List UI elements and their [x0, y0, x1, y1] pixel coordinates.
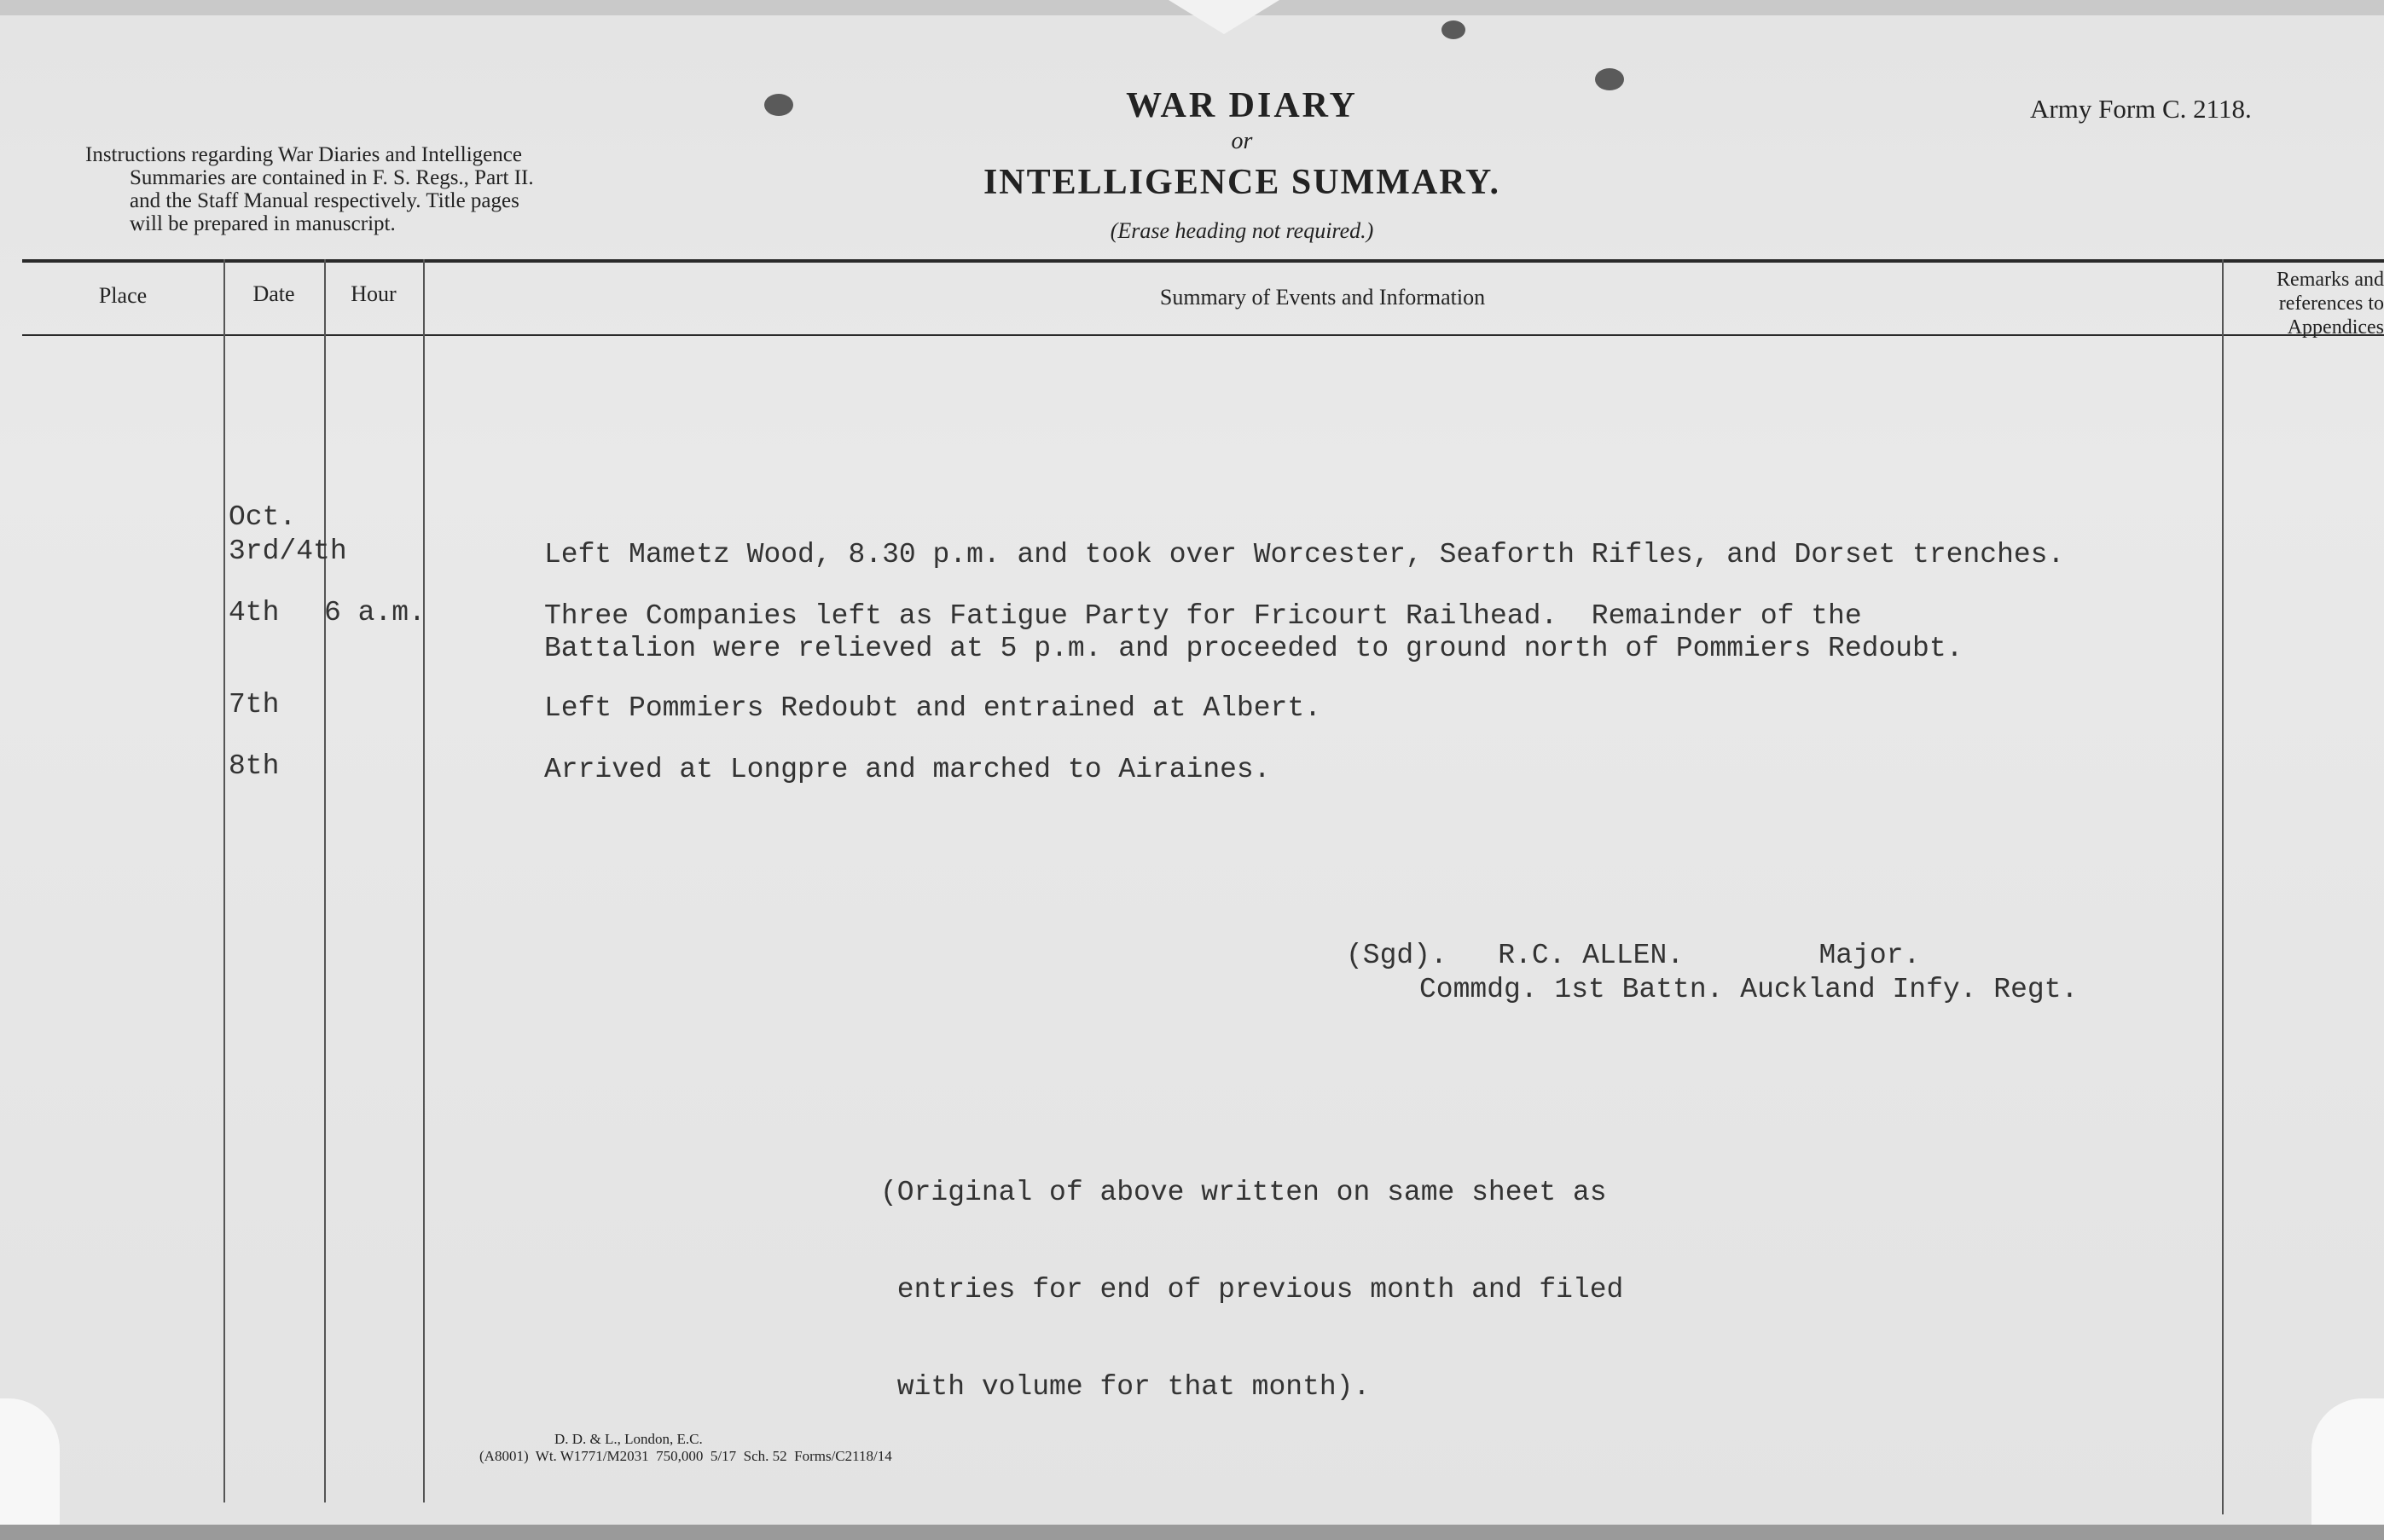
- column-header-remarks: [2228, 268, 2384, 339]
- signature-appointment: Commdg. 1st Battn. Auckland Infy. Regt.: [1419, 974, 2079, 1005]
- instructions-block: [85, 143, 534, 235]
- column-header-place: Place: [98, 283, 148, 308]
- erase-note: (Erase heading not required.): [1110, 218, 1374, 243]
- entry-date: 4th: [229, 597, 280, 628]
- entry-hour: 6 a.m.: [324, 597, 426, 628]
- remarks-header-line: Remarks and: [2277, 269, 2384, 291]
- column-header-summary: Summary of Events and Information: [1159, 285, 1486, 310]
- punch-hole: [1441, 20, 1465, 39]
- column-divider: [324, 259, 326, 1502]
- title-or: or: [1231, 128, 1253, 154]
- column-header-date: Date: [252, 281, 295, 306]
- binder-bottom-edge: [0, 1525, 2384, 1540]
- instructions-line: Summaries are contained in F. S. Regs., Part II.: [130, 166, 534, 189]
- printer-imprint-1: D. D. & L., London, E.C.: [554, 1431, 703, 1447]
- note-line: with volume for that month).: [880, 1371, 1371, 1403]
- entry-summary-line: Three Companies left as Fatigue Party for Fricourt Railhead. Remainder of the: [544, 600, 1862, 632]
- entry-date: 3rd/4th: [229, 536, 347, 567]
- diary-sheet: [0, 15, 2384, 1525]
- remarks-header-line: Appendices: [2287, 316, 2384, 339]
- column-header-hour: Hour: [351, 281, 397, 306]
- note-line: entries for end of previous month and filed: [880, 1274, 1624, 1306]
- entry-summary-line: Battalion were relieved at 5 p.m. and proceeded to ground north of Pommiers Redoubt.: [544, 633, 1963, 664]
- entry-date: 8th: [229, 750, 280, 782]
- instructions-line: Instructions regarding War Diaries and Intelligence: [85, 143, 522, 166]
- header-top-rule: [22, 259, 2384, 263]
- punch-hole: [1595, 68, 1624, 90]
- column-divider: [223, 259, 225, 1502]
- column-divider: [423, 259, 425, 1502]
- printer-imprint-2: (A8001) Wt. W1771/M2031 750,000 5/17 Sch. 52 Forms/C2118/14: [479, 1448, 892, 1464]
- army-form-number: Army Form C. 2118.: [2030, 94, 2252, 124]
- title-intelligence-summary: INTELLIGENCE SUMMARY.: [983, 163, 1501, 202]
- signature-line: (Sgd). R.C. ALLEN. Major.: [1346, 940, 1921, 971]
- entry-date: 7th: [229, 689, 280, 721]
- page-corner-right: [2311, 1398, 2384, 1540]
- punch-hole: [764, 94, 793, 116]
- entry-summary-line: Left Mametz Wood, 8.30 p.m. and took over Worcester, Seaforth Rifles, and Dorset trenches.: [544, 539, 2065, 570]
- note-line: (Original of above written on same sheet as: [880, 1177, 1607, 1208]
- entry-summary-line: Arrived at Longpre and marched to Airaines.: [544, 754, 1271, 785]
- instructions-line: will be prepared in manuscript.: [130, 212, 396, 235]
- entry-summary-line: Left Pommiers Redoubt and entrained at Albert.: [544, 692, 1321, 724]
- column-divider: [2222, 259, 2224, 1514]
- remarks-header-line: references to: [2278, 292, 2384, 315]
- original-note: [880, 1112, 1623, 1468]
- entry-date: Oct.: [229, 501, 297, 533]
- instructions-line: and the Staff Manual respectively. Title pages: [130, 189, 519, 212]
- title-war-diary: WAR DIARY: [1126, 86, 1358, 125]
- header-bottom-rule: [22, 334, 2384, 336]
